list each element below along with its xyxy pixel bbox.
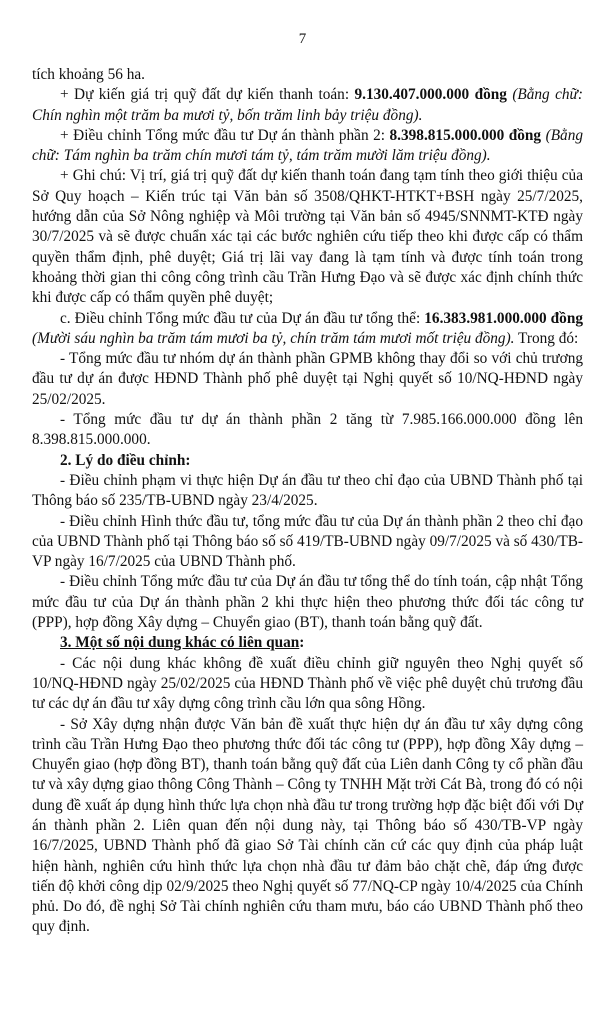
land-value-amount: 9.130.407.000.000 đồng [354,86,507,104]
land-value-in-words: (Bằng chữ: Chín nghìn một trăm ba mươi tỷ, bốn trăm linh bảy triệu đồng). [32,86,583,124]
paragraph-component2-investment [32,126,583,167]
paragraph-gpmb: - Tổng mức đầu tư nhóm dự án thành phần GPMB không thay đổi so với chủ trương đầu tư dự án được HĐND Thành phố phê duyệt tại Nghị quyết số 10/NQ-HĐND ngày 25/02/2025. [32,350,583,408]
paragraph-reason-total: - Điều chỉnh Tổng mức đầu tư của Dự án đầu tư tổng thể do tính toán, cập nhật Tổng mức đầu tư của Dự án thành phần 2 khi thực hiện theo phương thức đối tác công tư (PPP), hợp đồng Xây dựng – Chuyển giao (BT), thanh toán bằng quỹ đất. [32,573,583,632]
page-number: 7 [298,31,307,47]
land-value-lead: + Dự kiến giá trị quỹ đất dự kiến thanh toán: [60,86,355,104]
paragraph-reason-scope: - Điều chỉnh phạm vi thực hiện Dự án đầu tư theo chỉ đạo của UBND Thành phố tại Thông báo số 235/TB-UBND ngày 23/4/2025. [32,471,583,510]
overall-amount: 16.383.981.000.000 đồng [424,309,583,327]
heading-related-contents [32,633,583,653]
heading-related-text: 3. Một số nội dung khác có liên quan [60,634,300,652]
paragraph-construction-dept: - Sở Xây dựng nhận được Văn bản đề xuất thực hiện dự án đầu tư xây dựng công trình cầu Trần Hưng Đạo theo phương thức đối tác công tư (PPP), hợp đồng Xây dựng – Chuyển giao (hợp đồng BT), thanh toán bằng quỹ đất của Liên danh Công ty cổ phần đầu tư và xây dựng giao thông Công Thành – Công ty TNHH Mặt trời Cát Bà, trong đó có nội dung đề xuất áp dụng hình thức lựa chọn nhà đầu tư trong trường hợp đặc biệt đối với Dự án thành phần 2. Liên quan đến nội dung này, tại Thông báo số 430/TB-VP ngày 16/7/2025, UBND Thành phố đã giao Sở Tài chính căn cứ các quy định của pháp luật hiện hành, nghiên cứu hình thức lựa chọn nhà đầu tư đảm bảo chặt chẽ, đáp ứng được tiến độ khởi công dịp 02/9/2025 theo Nghị quyết số 77/NQ-CP ngày 10/4/2025 của Chính phủ. Do đó, đề nghị Sở Tài chính nghiên cứu tham mưu, báo cáo UBND Thành phố theo quy định. [32,715,583,936]
paragraph-area-continuation: tích khoảng 56 ha. [32,66,146,83]
component2-in-words: (Bằng chữ: Tám nghìn ba trăm chín mươi tám tỷ, tám trăm mười lăm triệu đồng). [32,126,583,165]
component2-amount: 8.398.815.000.000 đồng [389,126,542,144]
overall-tail: Trong đó: [514,329,579,347]
component2-lead: + Điều chỉnh Tổng mức đầu tư Dự án thành phần 2: [60,126,390,144]
heading-reasons: 2. Lý do điều chỉnh: [60,451,191,469]
paragraph-overall-investment [32,309,583,350]
overall-lead: c. Điều chỉnh Tổng mức đầu tư của Dự án đầu tư tổng thể: [60,309,425,327]
paragraph-other-contents: - Các nội dung khác không đề xuất điều chỉnh giữ nguyên theo Nghị quyết số 10/NQ-HĐND ngày 25/02/2025 của HĐND Thành phố về việc phê duyệt chủ trương đầu tư các dự án đầu tư xây dựng công trình cầu lớn qua sông Hồng. [32,654,583,713]
overall-in-words: (Mười sáu nghìn ba trăm tám mươi ba tỷ, chín trăm tám mươi mốt triệu đồng). [32,329,515,347]
paragraph-component2-increase: - Tổng mức đầu tư dự án thành phần 2 tăng từ 7.985.166.000.000 đồng lên 8.398.815.000.000. [32,411,583,449]
heading-related-colon: : [299,634,305,652]
paragraph-reason-form: - Điều chỉnh Hình thức đầu tư, tổng mức đầu tư của Dự án thành phần 2 theo chỉ đạo của UBND Thành phố tại Thông báo số số 419/TB-UBND ngày 09/7/2025 và số 430/TB-VP ngày 16/7/2025 của UBND Thành phố. [32,512,583,571]
paragraph-note: + Ghi chú: Vị trí, giá trị quỹ đất dự kiến thanh toán đang tạm tính theo giới thiệu của Sở Quy hoạch – Kiến trúc tại Văn bản số 3508/QHKT-HTKT+BSH ngày 25/7/2025, hướng dẫn của Sở Nông nghiệp và Môi trường tại Văn bản số 4945/SNNMT-KTĐ ngày 30/7/2025 và sẽ được chuẩn xác tại các bước nghiên cứu tiếp theo khi được cấp có thẩm quyền thẩm định, phê duyệt; Giá trị lãi vay đang là tạm tính và được tính toán trong khoảng thời gian thi công công trình cầu Trần Hưng Đạo và sẽ được xác định chính thức khi được cấp có thẩm quyền phê duyệt; [32,167,583,307]
paragraph-land-value [32,85,583,126]
document-body [32,65,583,938]
